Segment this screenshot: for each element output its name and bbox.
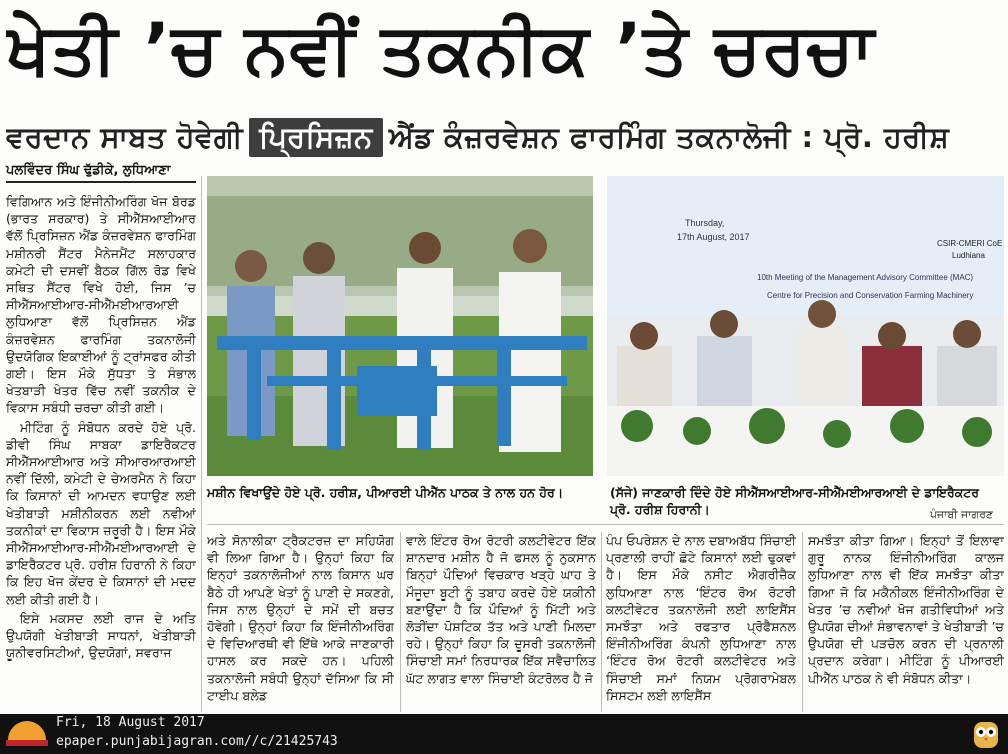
column-divider xyxy=(802,532,803,712)
article-column-1 xyxy=(6,193,196,713)
article-column-2 xyxy=(207,532,394,712)
column-divider xyxy=(601,532,602,712)
paragraph: ਵਿਗਿਆਨ ਅਤੇ ਇੰਜੀਨੀਅਰਿੰਗ ਖੋਜ ਬੋਰਡ (ਭਾਰਤ ਸਰਕਾਰ) ਤੇ ਸੀਐੱਸਆਈਆਰ ਵੱਲੋਂ ਪ੍ਰਿਸਿਜ਼ਨ ਐਂਡ ਕੰਜ਼ਰਵੇਸ਼ਨ ਫਾਰਮਿੰਗ ਮਸ਼ੀਨਰੀ ਸੈਂਟਰ ਮੈਨੇਜਮੈਂਟ ਸਲਾਹਕਾਰ ਕਮੇਟੀ ਦੀ ਦਸਵੀਂ ਬੈਠਕ ਗਿੱਲ ਰੋਡ ਵਿਖੇ ਸਥਿਤ ਸੈਂਟਰ ਵਿਖੇ ਹੋਈ, ਜਿਸ ’ਚ ਸੀਐੱਸਆਈਆਰ-ਸੀਐੱਮਈਆਰਆਈ ਲੁਧਿਆਣਾ ਵੱਲੋਂ ਪ੍ਰਿਸਿਜ਼ਨ ਐਂਡ ਕੰਜ਼ਰਵੇਸ਼ਨ ਫਾਰਮਿੰਗ ਤਕਨਾਲੋਜੀ ਉਦਯੋਗਿਕ ਇਕਾਈਆਂ ਨੂੰ ਟ੍ਰਾਂਸਫਰ ਕੀਤੀ ਗਈ। ਇਸ ਮੌਕੇ ਸੁੱਧਤਾ ਤੇ ਸੰਭਾਲ ਖੇਤਬਾੜੀ ਖੇਤਰ ਵਿੱਚ ਨਵੀਂ ਤਕਨੀਕ ਦੇ ਵਿਕਾਸ ਸਬੰਧੀ ਚਰਚਾ ਕੀਤੀ ਗਈ। xyxy=(6,194,196,416)
owl-icon[interactable] xyxy=(972,718,1000,750)
banner-date: 17th August, 2017 xyxy=(677,232,750,242)
column-divider xyxy=(400,532,401,712)
punjabi-jagran-logo-icon xyxy=(4,718,50,750)
subheadline xyxy=(6,112,1002,162)
byline: ਪਲਵਿੰਦਰ ਸਿੰਘ ਢੁੱਡੀਕੇ, ਲੁਧਿਆਣਾ xyxy=(6,163,196,183)
edition-date: Fri, 18 August 2017 xyxy=(56,715,205,730)
epaper-footer xyxy=(0,714,1008,754)
banner-city: Ludhiana xyxy=(952,251,985,260)
caption-divider xyxy=(207,524,1004,525)
photo-machine-demo xyxy=(207,176,593,476)
article-column-4 xyxy=(606,532,796,712)
photo-credit: ਪੰਜਾਬੀ ਜਾਗਰਣ xyxy=(930,508,994,521)
subhead-before: ਵਰਦਾਨ ਸਾਬਤ ਹੋਵੇਗੀ xyxy=(6,119,244,154)
photo-caption-left: ਮਸ਼ੀਨ ਵਿਖਾਉਂਦੇ ਹੋਏ ਪ੍ਰੋ. ਹਰੀਸ਼, ਪੀਆਰਈ ਪੀਐੱਨ ਪਾਠਕ ਤੇ ਨਾਲ ਹਨ ਹੋਰ। xyxy=(207,485,564,500)
banner-day: Thursday, xyxy=(685,218,725,228)
photo-machine-demo-image xyxy=(207,176,593,476)
paragraph: ਮੀਟਿੰਗ ਨੂੰ ਸੰਬੋਧਨ ਕਰਦੇ ਹੋਏ ਪ੍ਰੋ. ਡੀਵੀ ਸਿੰਘ ਸਾਬਕਾ ਡਾਇਰੈਕਟਰ ਸੀਐੱਸਆਈਆਰ ਅਤੇ ਸੀਆਰਆਰਆਈ ਨਵੀਂ ਦਿੱਲੀ, ਕਮੇਟੀ ਦੇ ਚੇਅਰਮੈਨ ਨੇ ਕਿਹਾ ਕਿ ਕਿਸਾਨਾਂ ਦੀ ਆਮਦਨ ਵਧਾਉਣ ਲਈ ਖੇਤੀਬਾੜੀ ਮਸ਼ੀਨੀਕਰਨ ਲਈ ਨਵੀਆਂ ਤਕਨੀਕਾਂ ਦਾ ਵਿਕਾਸ ਜ਼ਰੂਰੀ ਹੈ। ਇਸ ਮੌਕੇ ਸੀਐੱਸਆਈਆਰ-ਸੀਐੱਮਈਆਰਆਈ ਦੇ ਡਾਇਰੈਕਟਰ ਪ੍ਰੋ. ਹਰੀਸ਼ ਹਿਰਾਨੀ ਨੇ ਕਿਹਾ ਕਿ ਇਹ ਖੋਜ ਕੇਂਦਰ ਦੇ ਕਿਸਾਨਾਂ ਦੀ ਮਦਦ ਲਈ ਕੀਤੀ ਗਈ ਹੈ। xyxy=(6,419,196,607)
banner-centre: Centre for Precision and Conservation Farming Machinery xyxy=(767,291,974,300)
banner-meeting: 10th Meeting of the Management Advisory Committee (MAC) xyxy=(757,273,974,282)
paragraph: ਇਸੇ ਮਕਸਦ ਲਈ ਰਾਜ ਦੇ ਅਤਿ ਉਪਯੋਗੀ ਖੇਤੀਬਾੜੀ ਸਾਧਨਾਂ, ਖੇਤੀਬਾੜੀ ਯੂਨੀਵਰਸਿਟੀਆਂ, ਉਦਯੋਗਾਂ, ਸਵਰਾਜ xyxy=(6,610,196,661)
photo-meeting xyxy=(607,176,1004,476)
paragraph: ਪੰਪ ਓਪਰੇਸ਼ਨ ਦੇ ਨਾਲ ਦਬਾਅਬੱਧ ਸਿੰਚਾਈ ਪ੍ਰਣਾਲੀ ਰਾਹੀਂ ਛੋਟੇ ਕਿਸਾਨਾਂ ਲਈ ਢੁਕਵਾਂ ਹੈ। ਇਸ ਮੌਕੇ ਨਸੀਟ ਐਗਰੀਜ਼ੈਕ ਲੁਧਿਆਣਾ ਨਾਲ ‘ਇੰਟਰ ਰੋਅ ਰੋਟਰੀ ਕਲਟੀਵੇਟਰ ਤਕਨਾਲੋਜੀ ਲਈ ਲਾਇਸੈਂਸ ਸਮਝੌਤਾ ਅਤੇ ਰਫਤਾਰ ਪ੍ਰੋਫੈਸ਼ਨਲ ਇੰਜੀਨੀਅਰਿੰਗ ਕੰਪਨੀ ਲੁਧਿਆਣਾ ਨਾਲ ‘ਇੰਟਰ ਰੋਅ ਰੋਟਰੀ ਕਲਟੀਵੇਟਰ ਅਤੇ ਸਿੰਚਾਈ ਸਮਾਂ ਨਿਯਮ ਪ੍ਰੋਗਰਾਮੇਬਲ ਸਿਸਟਮ ਲਈ ਲਾਇਸੈਂਸ xyxy=(606,533,796,703)
subhead-after: ਐਂਡ ਕੰਜ਼ਰਵੇਸ਼ਨ ਫਾਰਮਿੰਗ ਤਕਨਾਲੋਜੀ : ਪ੍ਰੋ. ਹਰੀਸ਼ xyxy=(388,119,950,154)
photo-caption-right: (ਸੱਜੇ) ਜਾਣਕਾਰੀ ਦਿੰਦੇ ਹੋਏ ਸੀਐੱਸਆਈਆਰ-ਸੀਐੱਮਈਆਰਆਈ ਦੇ ਡਾਇਰੈਕਟਰ ਪ੍ਰੋ. ਹਰੀਸ਼ ਹਿਰਾਨੀ। xyxy=(610,485,979,517)
epaper-link[interactable]: epaper.punjabijagran.com//c/21425743 xyxy=(56,734,338,749)
headline: ਖੇਤੀ ’ਚ ਨਵੀਂ ਤਕਨੀਕ ’ਤੇ ਚਰਚਾ xyxy=(6,8,875,90)
paragraph: ਸਮਝੌਤਾ ਕੀਤਾ ਗਿਆ। ਇਨ੍ਹਾਂ ਤੋਂ ਇਲਾਵਾ ਗੁਰੂ ਨਾਨਕ ਇੰਜੀਨੀਅਰਿੰਗ ਕਾਲਜ ਲੁਧਿਆਣਾ ਨਾਲ ਵੀ ਇੱਕ ਸਮਝੌਤਾ ਕੀਤਾ ਗਿਆ ਜੋ ਕਿ ਮਕੈਨੀਕਲ ਇੰਜੀਨੀਅਰਿੰਗ ਦੇ ਖੇਤਰ ’ਚ ਨਵੀਆਂ ਖੋਜ ਗਤੀਵਿਧੀਆਂ ਅਤੇ ਉਪਯੋਗ ਦੀਆਂ ਸੰਭਾਵਨਾਵਾਂ ਤੇ ਖੇਤੀਬਾੜੀ ’ਚ ਉਪਯੋਗ ਦੀ ਪੜਚੋਲ ਕਰਨ ਦੀ ਪ੍ਰਨਾਲੀ ਪ੍ਰਦਾਨ ਕਰੇਗਾ। ਮੀਟਿੰਗ ਨੂੰ ਪੀਆਰਈ ਪੀਐੱਨ ਪਾਠਕ ਨੇ ਵੀ ਸੰਬੋਧਨ ਕੀਤਾ। xyxy=(808,533,1004,686)
column-divider xyxy=(201,176,202,712)
subhead-highlight: ਪ੍ਰਿਸਿਜ਼ਨ xyxy=(249,118,383,157)
paragraph: ਵਾਲੇ ਇੰਟਰ ਰੋਅ ਰੋਟਰੀ ਕਲਟੀਵੇਟਰ ਇੱਕ ਸ਼ਾਨਦਾਰ ਮਸ਼ੀਨ ਹੈ ਜੋ ਫਸਲ ਨੂੰ ਨੁਕਸਾਨ ਬਿਨ੍ਹਾਂ ਪੌਦਿਆਂ ਵਿਚਕਾਰ ਖੜ੍ਹੇ ਘਾਹ ਤੇ ਮੌਜੂਦਾ ਬੂਟੀ ਨੂੰ ਤਬਾਹ ਕਰਦੇ ਹੋਏ ਯਕੀਨੀ ਬਣਾਉਂਦਾ ਹੈ ਕਿ ਪੌਦਿਆਂ ਨੂੰ ਮਿੱਟੀ ਅਤੇ ਲੋੜੀਂਦਾ ਪੋਸ਼ਟਿਕ ਤੱਤ ਅਤੇ ਪਾਣੀ ਮਿਲਦਾ ਰਹੇ। ਉਨ੍ਹਾਂ ਕਿਹਾ ਕਿ ਦੂਸਰੀ ਤਕਨਾਲੋਜੀ ਸਿੰਚਾਈ ਸਮਾਂ ਨਿਰਧਾਰਕ ਇੱਕ ਸਵੈਚਾਲਿਤ ਘੱਟ ਲਾਗਤ ਵਾਲਾ ਸਿੰਚਾਈ ਕੰਟਰੋਲਰ ਹੈ ਜੋ xyxy=(406,533,596,686)
article-column-5 xyxy=(808,532,1004,712)
article-column-3 xyxy=(406,532,596,712)
banner-org: CSIR-CMERI CoE xyxy=(937,239,1003,248)
paragraph: ਅਤੇ ਸੋਨਾਲੀਕਾ ਟ੍ਰੈਕਟਰਜ਼ ਦਾ ਸਹਿਯੋਗ ਵੀ ਲਿਆ ਗਿਆ ਹੈ। ਉਨ੍ਹਾਂ ਕਿਹਾ ਕਿ ਇਨ੍ਹਾਂ ਤਕਨਾਲੋਜੀਆਂ ਨਾਲ ਕਿਸਾਨ ਘਰ ਬੈਠੇ ਹੀ ਆਪਣੇ ਖੇਤਾਂ ਨੂੰ ਪਾਣੀ ਦੇ ਸਕਣਗੇ, ਜਿਸ ਨਾਲ ਉਨ੍ਹਾਂ ਦੇ ਸਮੇਂ ਦੀ ਬਚਤ ਹੋਵੇਗੀ। ਉਨ੍ਹਾਂ ਕਿਹਾ ਕਿ ਇੰਜੀਨੀਅਰਿੰਗ ਦੇ ਵਿਦਿਆਰਥੀ ਵੀ ਇੱਥੇ ਆਕੇ ਜਾਣਕਾਰੀ ਹਾਸਲ ਕਰ ਸਕਦੇ ਹਨ। ਪਹਿਲੀ ਤਕਨਾਲੋਜੀ ਸਬੰਧੀ ਉਨ੍ਹਾਂ ਦੱਸਿਆ ਕਿ ਸੀ ਟਾਈਪ ਬਲੇਡ xyxy=(207,533,394,703)
photo-meeting-image xyxy=(607,176,1004,476)
